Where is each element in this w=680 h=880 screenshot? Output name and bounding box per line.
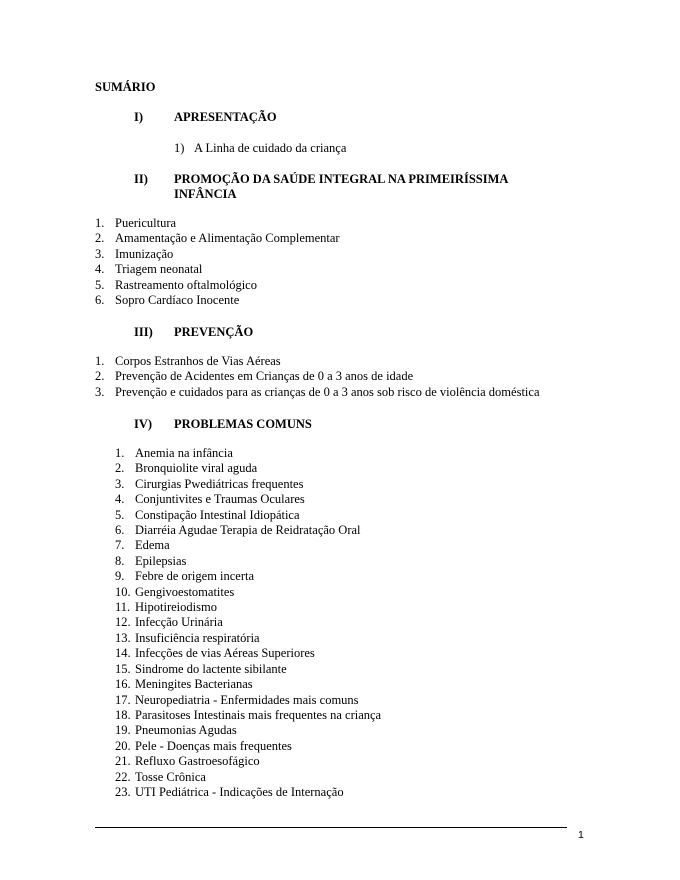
list-item-text: Tosse Crônica [135,769,206,784]
list-item-number: 4. [115,492,125,507]
list-item [115,446,381,461]
list-item [115,723,381,738]
list-item-number: 12. [115,615,131,630]
list-item [95,385,540,400]
list-item-text: Imunização [115,246,174,261]
list-item [95,354,540,369]
list-item-number: 1. [95,216,105,230]
list-item [115,615,381,630]
list-item [115,693,381,708]
section-1-title: APRESENTAÇÃO [174,110,277,124]
section-2-title-line-1: PROMOÇÃO DA SAÚDE INTEGRAL NA PRIMEIRÍSSIMA [174,172,509,186]
list-item-number: 7. [115,538,125,553]
list-item-text: Bronquiolite viral aguda [135,461,258,476]
list-item [115,554,381,569]
section-1-sub-text: A Linha de cuidado da criança [194,141,347,155]
section-1-numeral: I) [134,110,144,124]
page-number: 1 [578,829,584,841]
list-item-text: Sindrome do lactente sibilante [135,661,287,676]
list-item-number: 21. [115,754,131,769]
list-item-number: 1. [115,446,125,460]
footer-rule [95,827,567,828]
list-item [115,477,381,492]
list-item-number: 2. [95,231,105,246]
list-item-text: Prevenção de Acidentes em Crianças de 0 a 3 anos de idade [115,369,414,384]
list-item [115,754,381,769]
list-item-number: 10. [115,584,131,599]
list-item [115,569,381,584]
list-item-number: 5. [115,507,125,522]
list-item-text: Pele - Doenças mais frequentes [135,738,292,753]
section-3-numeral: III) [134,325,153,339]
list-item-text: Epilepsias [135,553,187,568]
list-item-text: Sopro Cardíaco Inocente [115,293,240,308]
list-item-number: 11. [115,600,131,615]
list-item-number: 20. [115,738,131,753]
list-item-text: Refluxo Gastroesofágico [135,754,260,769]
list-item-number: 8. [115,553,125,568]
list-item-number: 3. [95,384,105,399]
list-item [95,216,340,231]
section-2-list [95,216,340,308]
list-item-number: 6. [95,293,105,308]
list-item-number: 13. [115,630,131,645]
list-item [115,461,381,476]
list-item-number: 14. [115,646,131,661]
list-item [115,662,381,677]
list-item [115,770,381,785]
list-item-number: 15. [115,661,131,676]
list-item-text: UTI Pediátrica - Indicações de Internação [135,784,344,799]
list-item-number: 2. [115,461,125,476]
list-item-number: 2. [95,369,105,384]
list-item-number: 3. [115,476,125,491]
document-title: SUMÁRIO [95,80,156,94]
list-item-number: 23. [115,784,131,799]
list-item-number: 19. [115,723,131,738]
list-item [95,262,340,277]
section-2-numeral: II) [134,172,148,186]
section-3-title: PREVENÇÃO [174,325,254,339]
list-item-number: 5. [95,277,105,292]
list-item [115,585,381,600]
list-item [115,538,381,553]
list-item [115,739,381,754]
section-2-title-line-2: INFÂNCIA [174,187,237,201]
list-item-text: Diarréia Agudae Terapia de Reidratação Oral [135,523,361,538]
list-item-number: 1. [95,354,105,368]
list-item-number: 3. [95,246,105,261]
section-4-list [115,446,381,800]
list-item [95,247,340,262]
list-item-text: Meningites Bacterianas [135,677,253,692]
list-item-text: Infecções de vias Aéreas Superiores [135,646,315,661]
list-item-text: Constipação Intestinal Idiopática [135,507,300,522]
list-item-text: Pneumonias Agudas [135,723,237,738]
list-item [95,293,340,308]
list-item [95,231,340,246]
list-item-number: 17. [115,692,131,707]
list-item-number: 16. [115,677,131,692]
list-item-number: 6. [115,523,125,538]
list-item [95,278,340,293]
list-item [115,631,381,646]
list-item-number: 9. [115,569,125,584]
list-item-text: Edema [135,538,170,553]
list-item-text: Prevenção e cuidados para as crianças de 0 a 3 anos sob risco de violência doméstica [115,384,540,399]
list-item-text: Febre de origem incerta [135,569,255,584]
list-item-text: Anemia na infância [135,446,233,460]
section-1-sub-number: 1) [174,141,185,155]
list-item [95,369,540,384]
list-item [115,677,381,692]
list-item-text: Infecção Urinária [135,615,223,630]
list-item-text: Parasitoses Intestinais mais frequentes na criança [135,707,382,722]
list-item-text: Conjuntivites e Traumas Oculares [135,492,305,507]
section-3-list [95,354,540,400]
list-item [115,646,381,661]
list-item-text: Rastreamento oftalmológico [115,277,257,292]
list-item-text: Corpos Estranhos de Vias Aéreas [115,354,281,368]
list-item [115,708,381,723]
list-item-text: Insuficiência respiratória [135,630,260,645]
list-item-number: 22. [115,769,131,784]
list-item-text: Hipotireiodismo [135,600,217,615]
list-item-text: Neuropediatria - Enfermidades mais comuns [135,692,359,707]
list-item-number: 18. [115,707,131,722]
list-item-text: Cirurgias Pwediátricas frequentes [135,476,304,491]
list-item-text: Gengivoestomatites [135,584,235,599]
section-4-title: PROBLEMAS COMUNS [174,417,312,431]
list-item [115,508,381,523]
list-item [115,785,381,800]
list-item [115,523,381,538]
list-item-text: Amamentação e Alimentação Complementar [115,231,340,246]
list-item [115,600,381,615]
list-item-number: 4. [95,262,105,277]
list-item-text: Puericultura [115,216,177,230]
list-item-text: Triagem neonatal [115,262,203,277]
list-item [115,492,381,507]
section-4-numeral: IV) [134,417,153,431]
